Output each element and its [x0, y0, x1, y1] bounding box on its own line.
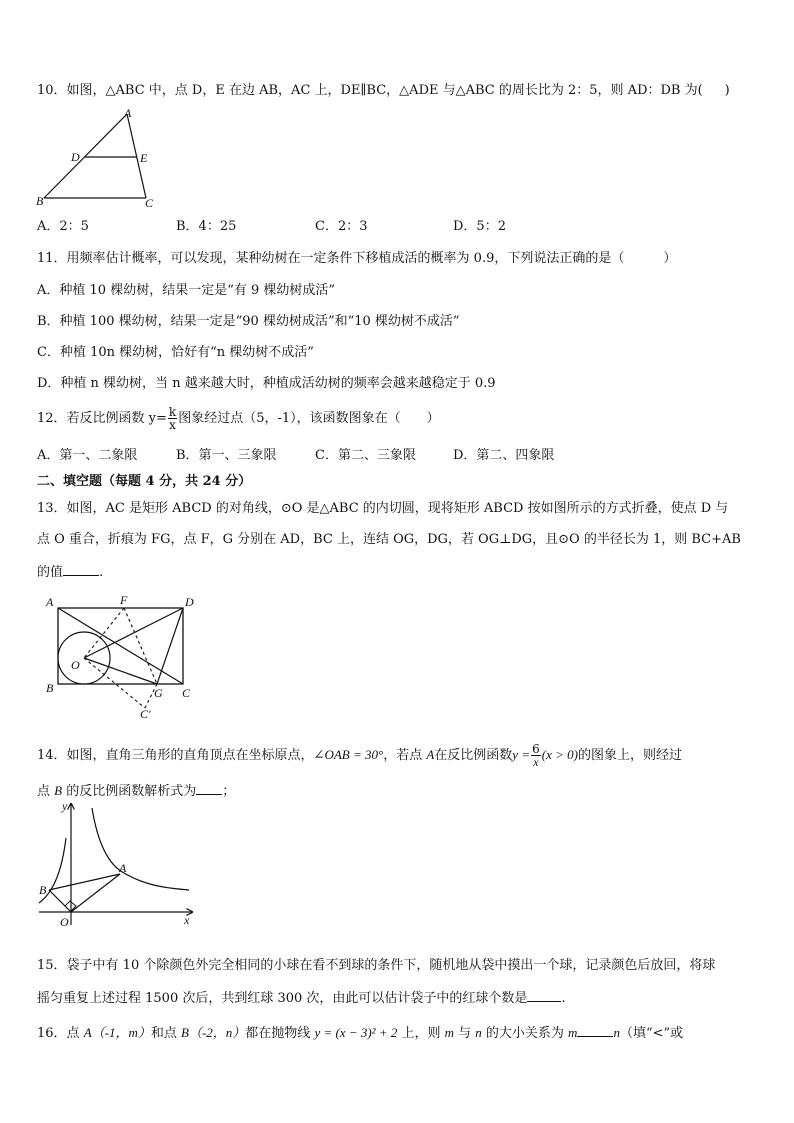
q14-line-1: 14．如图，直角三角形的直角顶点在坐标原点，∠OAB = 30°，若点 A在反比例函数y = $\frac{6}{x}$ (x > 0)的图象上，则经过 [37, 742, 682, 769]
q13-line-3: 的值 . [37, 562, 103, 582]
q10-label-e: E [140, 151, 148, 165]
q13-rectangle-figure [40, 590, 210, 718]
q14-fraction: $\frac{6}{x}$ [532, 742, 540, 769]
q12-option-a[interactable]: A．第一、二象限 [37, 448, 138, 463]
q13-line-2: 点 O 重合，折痕为 FG，点 F，G 分别在 AD，BC 上，连结 OG，DG，若 OG⊥DG，且⊙O 的半径长为 1，则 BC+AB [37, 532, 741, 547]
q15-answer-blank[interactable] [527, 988, 561, 1002]
q13-label-c: C [182, 686, 191, 700]
q14-label-x-axis: x [184, 913, 190, 927]
q10-label-d: D [71, 150, 80, 164]
q13-label-o: O [71, 658, 80, 672]
q11-option-d[interactable]: D．种植 n 棵幼树，当 n 越来越大时，种植成活幼树的频率会越来越稳定于 0.9 [37, 376, 496, 391]
q15-line-1: 15．袋子中有 10 个除颜色外完全相同的小球在看不到球的条件下，随机地从袋中摸出一个球，记录颜色后放回，将球 [37, 958, 716, 973]
q10-option-a[interactable]: A．2：5 [37, 219, 89, 234]
q10-label-a: A [124, 106, 132, 120]
q13-label-b: B [46, 681, 54, 695]
section-title-fill-in: 二、填空题（每题 4 分，共 24 分） [37, 474, 252, 489]
q11-option-a[interactable]: A．种植 10 棵幼树，结果一定是“有 9 棵幼树成活” [37, 283, 336, 298]
q14-label-b: B [39, 883, 47, 897]
q14-label-y-axis: y [62, 800, 68, 813]
q12-fraction: $\frac{k}{x}$ [168, 405, 177, 432]
q13-label-f: F [120, 593, 128, 607]
q10-triangle-figure [34, 106, 164, 208]
q13-answer-blank[interactable] [63, 562, 99, 576]
q14-label-origin: O [60, 915, 69, 929]
q10-stem: 10．如图，△ABC 中，点 D，E 在边 AB，AC 上，DE∥BC，△ADE 与△ABC 的周长比为 2：5，则 AD：DB 为( ) [37, 83, 730, 98]
q10-option-c[interactable]: C．2：3 [315, 219, 368, 234]
q13-line-1: 13．如图，AC 是矩形 ABCD 的对角线，⊙O 是△ABC 的内切圆，现将矩形 ABCD 按如图所示的方式折叠，使点 D 与 [37, 501, 729, 516]
q13-label-g: G [154, 686, 163, 700]
q11-option-c[interactable]: C．种植 10n 棵幼树，恰好有“n 棵幼树不成活” [37, 345, 314, 360]
q16-answer-blank[interactable] [577, 1023, 613, 1037]
q11-stem: 11．用频率估计概率，可以发现，某种幼树在一定条件下移植成活的概率为 0.9，下列说法正确的是（ ） [37, 251, 677, 266]
q10-label-c: C [145, 196, 154, 208]
q13-label-c-prime: C' [140, 707, 151, 718]
q14-answer-blank[interactable] [196, 781, 222, 795]
q11-option-b[interactable]: B．种植 100 棵幼树，结果一定是“90 棵幼树成活”和“10 棵幼树不成活” [37, 314, 460, 329]
q14-coordinate-figure [34, 800, 204, 930]
q12-option-c[interactable]: C．第二、三象限 [315, 448, 416, 463]
q12-option-d[interactable]: D．第二、四象限 [453, 448, 555, 463]
q16-stem: 16．点 A（-1，m）和点 B（-2，n）都在抛物线 y = (x − 3)² + 2 上，则 m 与 n 的大小关系为 m n（填“<”或 [37, 1025, 684, 1041]
q15-line-2: 摇匀重复上述过程 1500 次后，共到红球 300 次，由此可以估计袋子中的红球个数是 . [37, 988, 566, 1008]
q12-option-b[interactable]: B．第一、三象限 [176, 448, 277, 463]
q10-label-b: B [36, 194, 44, 208]
q13-label-d: D [185, 595, 194, 609]
q13-label-a: A [46, 595, 54, 609]
q14-label-a: A [119, 861, 127, 875]
q10-option-b[interactable]: B．4：25 [176, 219, 237, 234]
q14-line-2: 点 B 的反比例函数解析式为 ； [37, 783, 236, 799]
q12-stem: 12．若反比例函数 y= $\frac{k}{x}$ 图象经过点（5，-1），该函数图象在（ ） [37, 405, 440, 432]
q10-option-d[interactable]: D．5：2 [453, 219, 506, 234]
